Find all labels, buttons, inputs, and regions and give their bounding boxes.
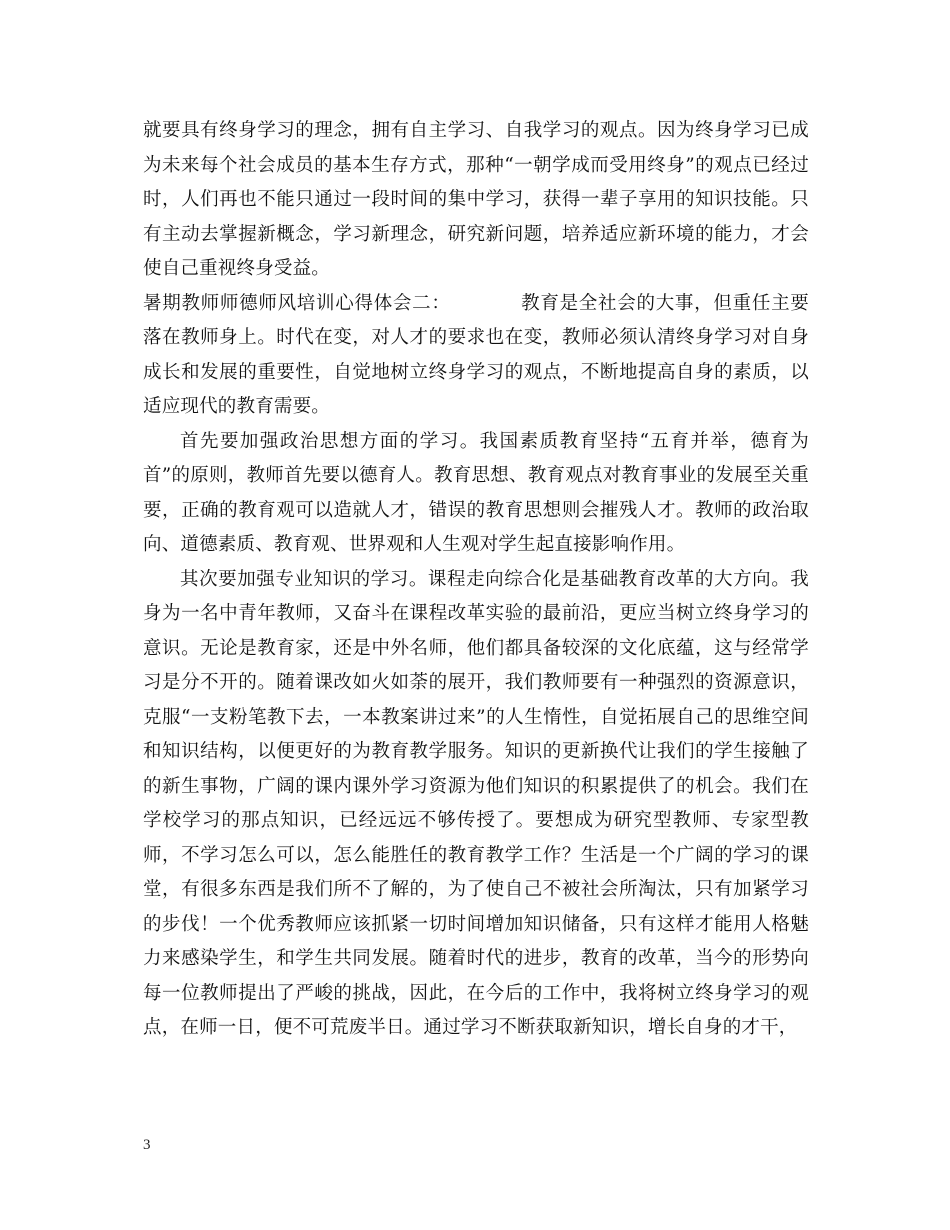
page-number: 3 (143, 1137, 151, 1153)
document-body (143, 114, 809, 1046)
section-heading: 暑期教师师德师风培训心得体会二： (143, 292, 451, 314)
paragraph-4: 其次要加强专业知识的学习。课程走向综合化是基础教育改革的大方向。我身为一名中青年教师，又奋斗在课程改革实验的最前沿，更应当树立终身学习的意识。无论是教育家，还是中外名师，他们都具备较深的文化底蕴，这与经常学习是分不开的。随着课改如火如荼的展开，我们教师要有一种强烈的资源意识，克服“一支粉笔教下去，一本教案讲过来”的人生惰性，自觉拓展自己的思维空间和知识结构，以便更好的为教育教学服务。知识的更新换代让我们的学生接触了的新生事物，广阔的课内课外学习资源为他们知识的积累提供了的机会。我们在学校学习的那点知识，已经远远不够传授了。要想成为研究型教师、专家型教师，不学习怎么可以，怎么能胜任的教育教学工作？生活是一个广阔的学习的课堂，有很多东西是我们所不了解的，为了使自己不被社会所淘汰，只有加紧学习的步伐！一个优秀教师应该抓紧一切时间增加知识储备，只有这样才能用人格魅力来感染学生，和学生共同发展。随着时代的进步，教育的改革，当今的形势向每一位教师提出了严峻的挑战，因此，在今后的工作中，我将树立终身学习的观点，在师一日，便不可荒废半日。通过学习不断获取新知识，增长自身的才干， (143, 568, 809, 1038)
paragraph-2-text: 教育是全社会的大事，但重任主要落在教师身上。时代在变，对人才的要求也在变，教师必须认清终身学习对自身成长和发展的重要性，自觉地树立终身学习的观点，不断地提高自身的素质，以适应现代的教育需要。 (143, 292, 809, 417)
paragraph-2 (143, 287, 809, 425)
paragraph-3: 首先要加强政治思想方面的学习。我国素质教育坚持“五育并举，德育为首”的原则，教师首先要以德育人。教育思想、教育观点对教育事业的发展至关重要，正确的教育观可以造就人才，错误的教育思想则会摧残人才。教师的政治取向、道德素质、教育观、世界观和人生观对学生起直接影响作用。 (143, 430, 809, 555)
paragraph-1: 就要具有终身学习的理念，拥有自主学习、自我学习的观点。因为终身学习已成为未来每个社会成员的基本生存方式，那种“一朝学成而受用终身”的观点已经过时，人们再也不能只通过一段时间的集中学习，获得一辈子享用的知识技能。只有主动去掌握新概念，学习新理念，研究新问题，培养适应新环境的能力，才会使自己重视终身受益。 (143, 120, 809, 279)
